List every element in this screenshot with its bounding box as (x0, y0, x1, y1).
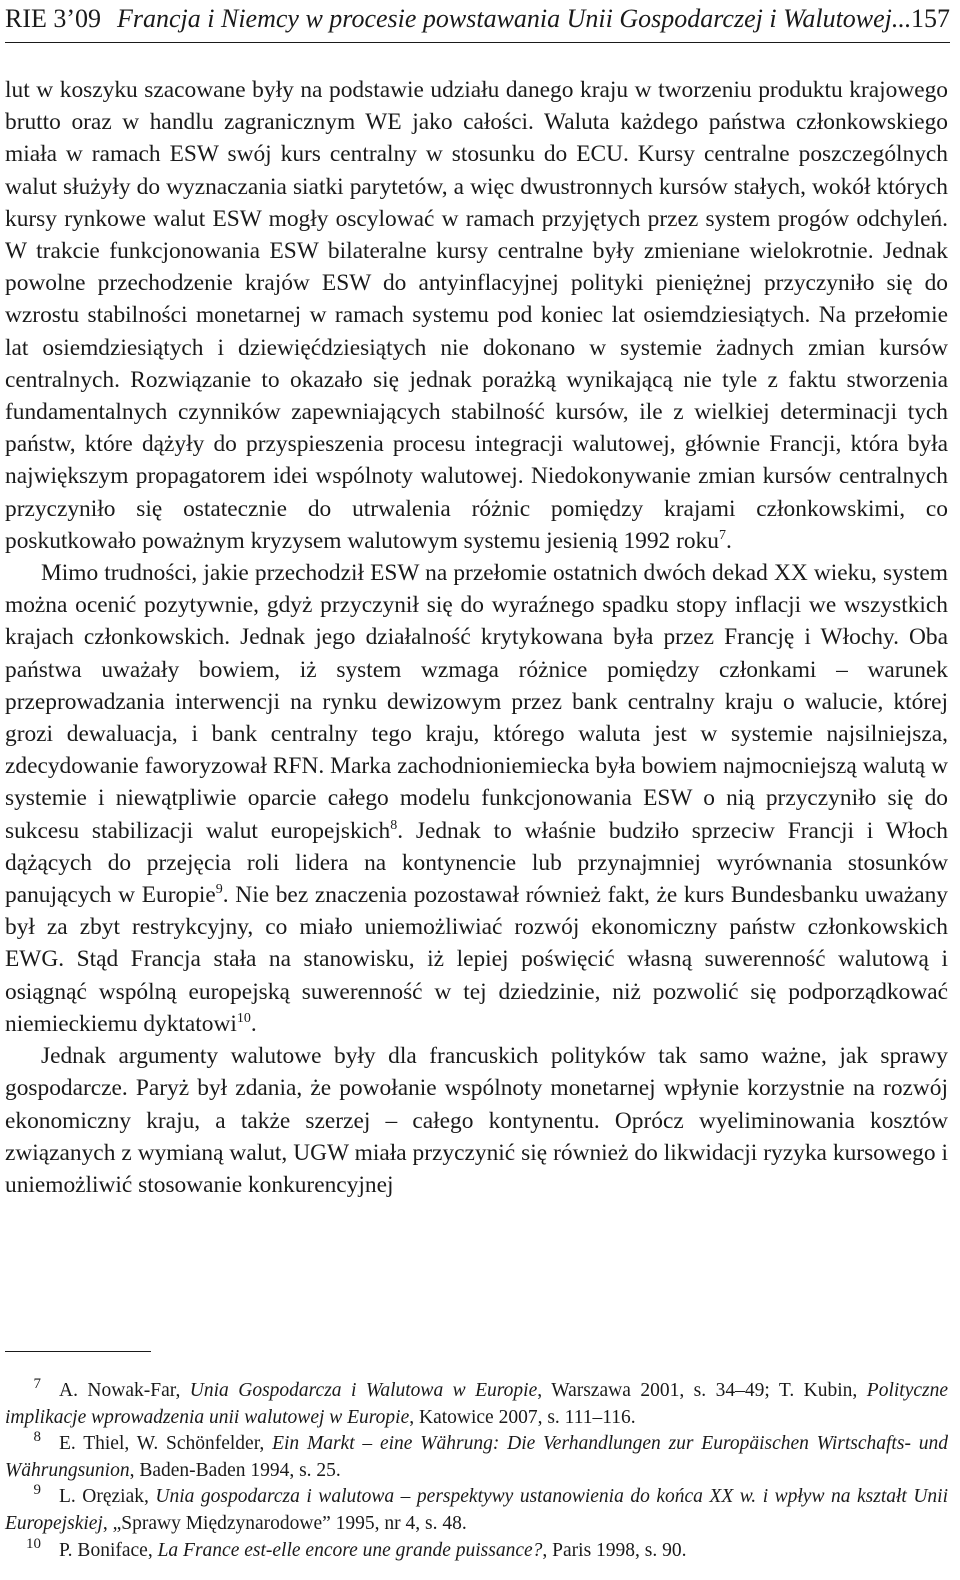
text-run: , Katowice 2007, s. 111–116. (409, 1406, 636, 1428)
text-run: , Baden-Baden 1994, s. 25. (129, 1459, 341, 1481)
footnote-separator (5, 1351, 151, 1352)
text-run: . (725, 527, 732, 554)
footnote-number (5, 1431, 41, 1458)
text-run: , Warszawa 2001, s. 34–49; T. Kubin, (537, 1380, 867, 1401)
footnote-marker: 7 (33, 1376, 41, 1392)
text-run: A. Nowak-Far, (59, 1380, 190, 1401)
footnote (5, 1484, 948, 1537)
footnotes (5, 1378, 948, 1564)
footnote-marker: 8 (33, 1429, 41, 1446)
italic-title: Polityczne implikacje wprowadzenia unii walutowej w Europie (5, 1380, 948, 1428)
running-title: Francja i Niemcy w procesie powstawania Unii Gospodarczej i Walutowej... (117, 4, 912, 33)
body-paragraph (5, 74, 948, 557)
footnote-marker: 10 (26, 1535, 41, 1552)
text-run: Jednak argumenty walutowe były dla francuskich polityków tak samo ważne, jak sprawy gospodarcze. Paryż był zdania, że powołanie wspólnoty monetarnej wpłynie korzystnie na rozwój ekonomiczny kraju, a także szerzej – całego kontynentu. Oprócz wyeliminowania kosztów związanych z wymianą walut, UGW miała przyczynić się również do likwidacji ryzyka kursowego i uniemożliwić stosowanie konkurencyjnej (5, 1043, 948, 1198)
body-text (5, 74, 948, 1201)
footnote-reference: 9 (215, 882, 223, 898)
body-paragraph (5, 557, 948, 1040)
text-run: . Jednak to właśnie budziło sprzeciw Francji i Włoch dążących do przejęcia roli lidera na kontynencie lub przynajmniej wyrównania stosunków panujących w Europie (5, 817, 948, 909)
footnote (5, 1378, 948, 1431)
text-run: . Nie bez znaczenia pozostawał również fakt, że kurs Bundesbanku uważany był za zbyt restrykcyjny, co miało uniemożliwiać rozwój ekonomiczny państw członkowskich EWG. Stąd Francja stała na stanowisku, iż lepiej poświęcić własną suwerenność walutową i osiągnąć wspólną europejską suwerenność w tej dziedzinie, niż pozwolić się podporządkować niemieckiemu dyktatowi (5, 882, 948, 1037)
text-run: , „Sprawy Międzynarodowe” 1995, nr 4, s. 48. (102, 1512, 467, 1534)
footnote-reference: 7 (718, 527, 726, 543)
text-run: L. Oręziak, (59, 1486, 156, 1508)
text-run: Mimo trudności, jakie przechodził ESW na przełomie ostatnich dwóch dekad XX wieku, system można ocenić pozytywnie, gdyż przyczynił się do wyraźnego spadku stopy inflacji we wszystkich krajach członkowskich. Jednak jego działalność krytykowana była przez Francję i Włochy. Oba państwa uważały bowiem, iż system wzmaga różnice pomiędzy członkami – warunek przeprowadzania interwencji na rynku dewizowym przez bank centralny kraju o walucie, której grozi dewaluacja, i bank centralny tego kraju, którego waluta jest w systemie najsilniejsza, zdecydowanie faworyzował RFN. Marka zachodnioniemiecka była bowiem najmocniejszą walutą w systemie i niewątpliwie oparcie całego modelu funkcjonowania ESW o nią przyczyniło się do sukcesu stabilizacji walut europejskich (5, 560, 948, 844)
footnote-marker: 9 (33, 1482, 41, 1499)
footnote-reference: 8 (390, 817, 398, 833)
text-run: lut w koszyku szacowane były na podstawie udziału danego kraju w tworzeniu produktu krajowego brutto oraz w handlu zagranicznym WE jako całości. Waluta każdego państwa członkowskiego miała w ramach ESW swój kurs centralny w stosunku do ECU. Kursy centralne poszczególnych walut służyły do wyznaczania siatki parytetów, a więc dwustronnych kursów stałych, wokół których kursy rynkowe walut ESW mogły oscylować w ramach przyjętych przez system progów odchyleń. W trakcie funkcjonowania ESW bilateralne kursy centralne były zmieniane wielokrotnie. Jednak powolne przechodzenie krajów ESW do antyinflacyjnej polityki pieniężnej przyczyniło się do wzrostu stabilności monetarnej w ramach systemu pod koniec lat osiemdziesiątych. Na przełomie lat osiemdziesiątych i dziewięćdziesiątych nie dokonano w systemie żadnych zmian kursów centralnych. Rozwiązanie to okazało się jednak porażką wynikającą nie tyle z faktu stworzenia fundamentalnych czynników zapewniających stabilność kursów, ile z wielkiej determinacji tych państw, które dążyły do przyspieszenia procesu integracji walutowej, głównie Francji, która była największym propagatorem idei wspólnoty walutowej. Niedokonywanie zmian kursów centralnych przyczyniło się ostatecznie do utrwalenia różnic pomiędzy krajami członkowskimi, co poskutkowało poważnym kryzysem walutowym systemu jesienią 1992 roku (5, 77, 948, 554)
page-number: 157 (911, 4, 950, 33)
italic-title: Unia Gospodarcza i Walutowa w Europie (189, 1380, 538, 1401)
italic-title: La France est-elle encore une grande puissance? (157, 1539, 543, 1561)
italic-title: Unia gospodarcza i walutowa – perspektywy ustanowienia do końca XX w. i wpływ na kształt Unii Europejskiej (5, 1486, 949, 1534)
text-run: , Paris 1998, s. 90. (542, 1539, 687, 1561)
footnote (5, 1431, 948, 1484)
text-run: E. Thiel, W. Schönfelder, (59, 1433, 273, 1455)
footnote-reference: 10 (236, 1010, 251, 1026)
text-run: . (250, 1010, 257, 1037)
footnote-number (5, 1484, 41, 1511)
running-header (5, 2, 950, 43)
text-run: P. Boniface, (59, 1539, 158, 1561)
footnote (5, 1535, 948, 1565)
body-paragraph (5, 1040, 948, 1201)
footnote-number (5, 1535, 41, 1565)
footnote-number (5, 1378, 41, 1405)
italic-title: Ein Markt – eine Währung: Die Verhandlungen zur Europäischen Wirtschafts- und Währungsunion (5, 1433, 948, 1481)
journal-issue: RIE 3’09 (5, 4, 102, 33)
